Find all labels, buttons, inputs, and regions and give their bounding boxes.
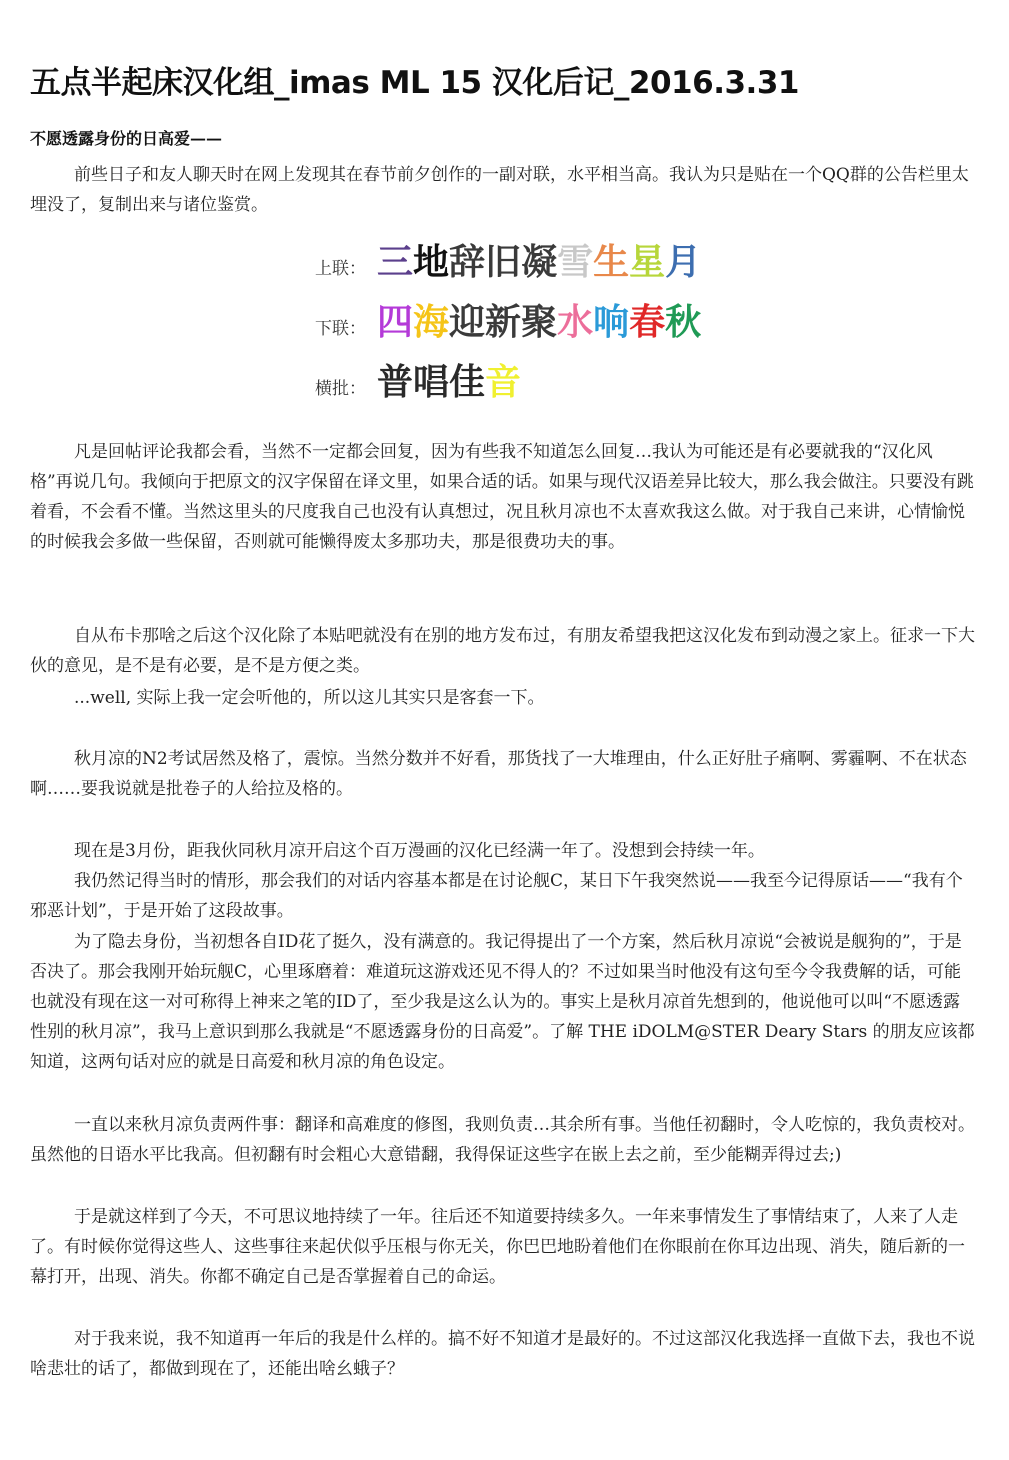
couplet-char: 佳 (449, 362, 486, 403)
couplet-char: 星 (629, 242, 666, 283)
author-signature: 不愿透露身份的日高爱—— (30, 129, 223, 148)
couplet-char: 海 (413, 302, 450, 343)
paragraph-well: ...well, 实际上我一定会听他的，所以这儿其实只是客套一下。 (74, 688, 545, 708)
couplet-char: 月 (665, 242, 702, 283)
paragraph-future: 对于我来说，我不知道再一年后的我是什么样的。搞不好不知道才是最好的。不过这部汉化我选择一直做下去，我也不说啥悲壮的话了，都做到现在了，还能出啥幺蛾子？ (30, 1329, 975, 1379)
paragraph-roles: 一直以来秋月凉负责两件事：翻译和高难度的修图，我则负责…其余所有事。当他任初翻时，令人吃惊的，我负责校对。虽然他的日语水平比我高。但初翻有时会粗心大意错翻，我得保证这些字在嵌上去之前，至少能糊弄得过去;) (30, 1115, 975, 1165)
couplet-char: 水 (557, 302, 594, 343)
paragraph-style: 凡是回帖评论我都会看，当然不一定都会回复，因为有些我不知道怎么回复…我认为可能还是有必要就我的“汉化风格”再说几句。我倾向于把原文的汉字保留在译文里，如果合适的话。如果与现代汉语差异比较大，那么我会做注。只要没有跳着看，不会看不懂。当然这里头的尺度我自己也没有认真想过，况且秋月凉也不太喜欢我这么做。对于我自己来讲，心情愉悦的时候我会多做一些保留，否则就可能懒得废太多那功夫，那是很费功夫的事。 (30, 442, 974, 552)
intro-line-2: 在一个QQ群的公告栏里太埋没了，复制出来与诸位鉴赏。 (30, 165, 969, 215)
paragraph-identity: 为了隐去身份，当初想各自ID花了挺久，没有满意的。我记得提出了一个方案，然后秋月凉说“会被说是舰狗的”，于是否决了。那会我刚开始玩舰C，心里琢磨着：难道玩这游戏还见不得人的？不过如果当时他没有这句至今令我费解的话，可能也就没有现在这一对可称得上神来之笔的ID了，至少我是这么认为的。事实上是秋月凉首先想到的，他说他可以叫“不愿透露性别的秋月凉”，我马上意识到那么我就是“不愿透露身份的日高爱”。了解 THE iDOLM@STER Deary Stars 的朋友应该都知道，这两句话对应的就是日高爱和秋月凉的角色设定。 (30, 932, 975, 1072)
couplet-lower-label: 下联： (315, 319, 366, 339)
couplet-upper-text (377, 234, 701, 285)
couplet-char: 新 (485, 302, 522, 343)
couplet-char: 唱 (413, 362, 450, 403)
couplet-char: 四 (377, 302, 414, 343)
couplet (315, 234, 701, 414)
paragraph-memory: 我仍然记得当时的情形，那会我们的对话内容基本都是在讨论舰C，某日下午我突然说——我至今记得原话——“我有个邪恶计划”，于是开始了这段故事。 (30, 871, 963, 921)
couplet-char: 秋 (665, 302, 702, 343)
couplet-horizontal (315, 354, 701, 414)
couplet-char: 迎 (449, 302, 486, 343)
paragraph-today: 于是就这样到了今天，不可思议地持续了一年。往后还不知道要持续多久。一年来事情发生了事情结束了，人来了人走了。有时候你觉得这些人、这些事往来起伏似乎压根与你无关，你巴巴地盼着他们在你眼前在你耳边出现、消失，随后新的一幕打开，出现、消失。你都不确定自己是否掌握着自己的命运。 (30, 1207, 965, 1287)
couplet-char: 普 (377, 362, 414, 403)
couplet-horizontal-label: 横批： (315, 379, 366, 399)
couplet-char: 响 (593, 302, 630, 343)
couplet-lower-text (377, 294, 701, 345)
couplet-char: 凝 (521, 242, 558, 283)
paragraph-anniversary: 现在是3月份，距我伙同秋月凉开启这个百万漫画的汉化已经满一年了。没想到会持续一年。 (74, 841, 765, 861)
couplet-char: 生 (593, 242, 630, 283)
paragraph-n2: 秋月凉的N2考试居然及格了，震惊。当然分数并不好看，那货找了一大堆理由，什么正好肚子痛啊、雾霾啊、不在状态啊……要我说就是批卷子的人给拉及格的。 (30, 749, 967, 799)
couplet-char: 地 (413, 242, 450, 283)
paragraph-publish: 自从布卡那啥之后这个汉化除了本贴吧就没有在别的地方发布过，有朋友希望我把这汉化发布到动漫之家上。征求一下大伙的意见，是不是有必要，是不是方便之类。 (30, 626, 975, 676)
couplet-char: 辞 (449, 242, 486, 283)
couplet-char: 旧 (485, 242, 522, 283)
intro-line-1: 前些日子和友人聊天时在网上发现其在春节前夕创作的一副对联，水平相当高。我认为只是贴 (74, 165, 771, 185)
couplet-upper-label: 上联： (315, 259, 366, 279)
intro-paragraph (30, 160, 975, 220)
couplet-char: 雪 (557, 242, 594, 283)
couplet-lower (315, 294, 701, 354)
couplet-char: 春 (629, 302, 666, 343)
couplet-char: 聚 (521, 302, 558, 343)
page-title: 五点半起床汉化组_imas ML 15 汉化后记_2016.3.31 (30, 64, 799, 101)
couplet-char: 音 (485, 362, 522, 403)
couplet-horizontal-text (377, 354, 521, 405)
couplet-char: 三 (377, 242, 414, 283)
couplet-upper (315, 234, 701, 294)
